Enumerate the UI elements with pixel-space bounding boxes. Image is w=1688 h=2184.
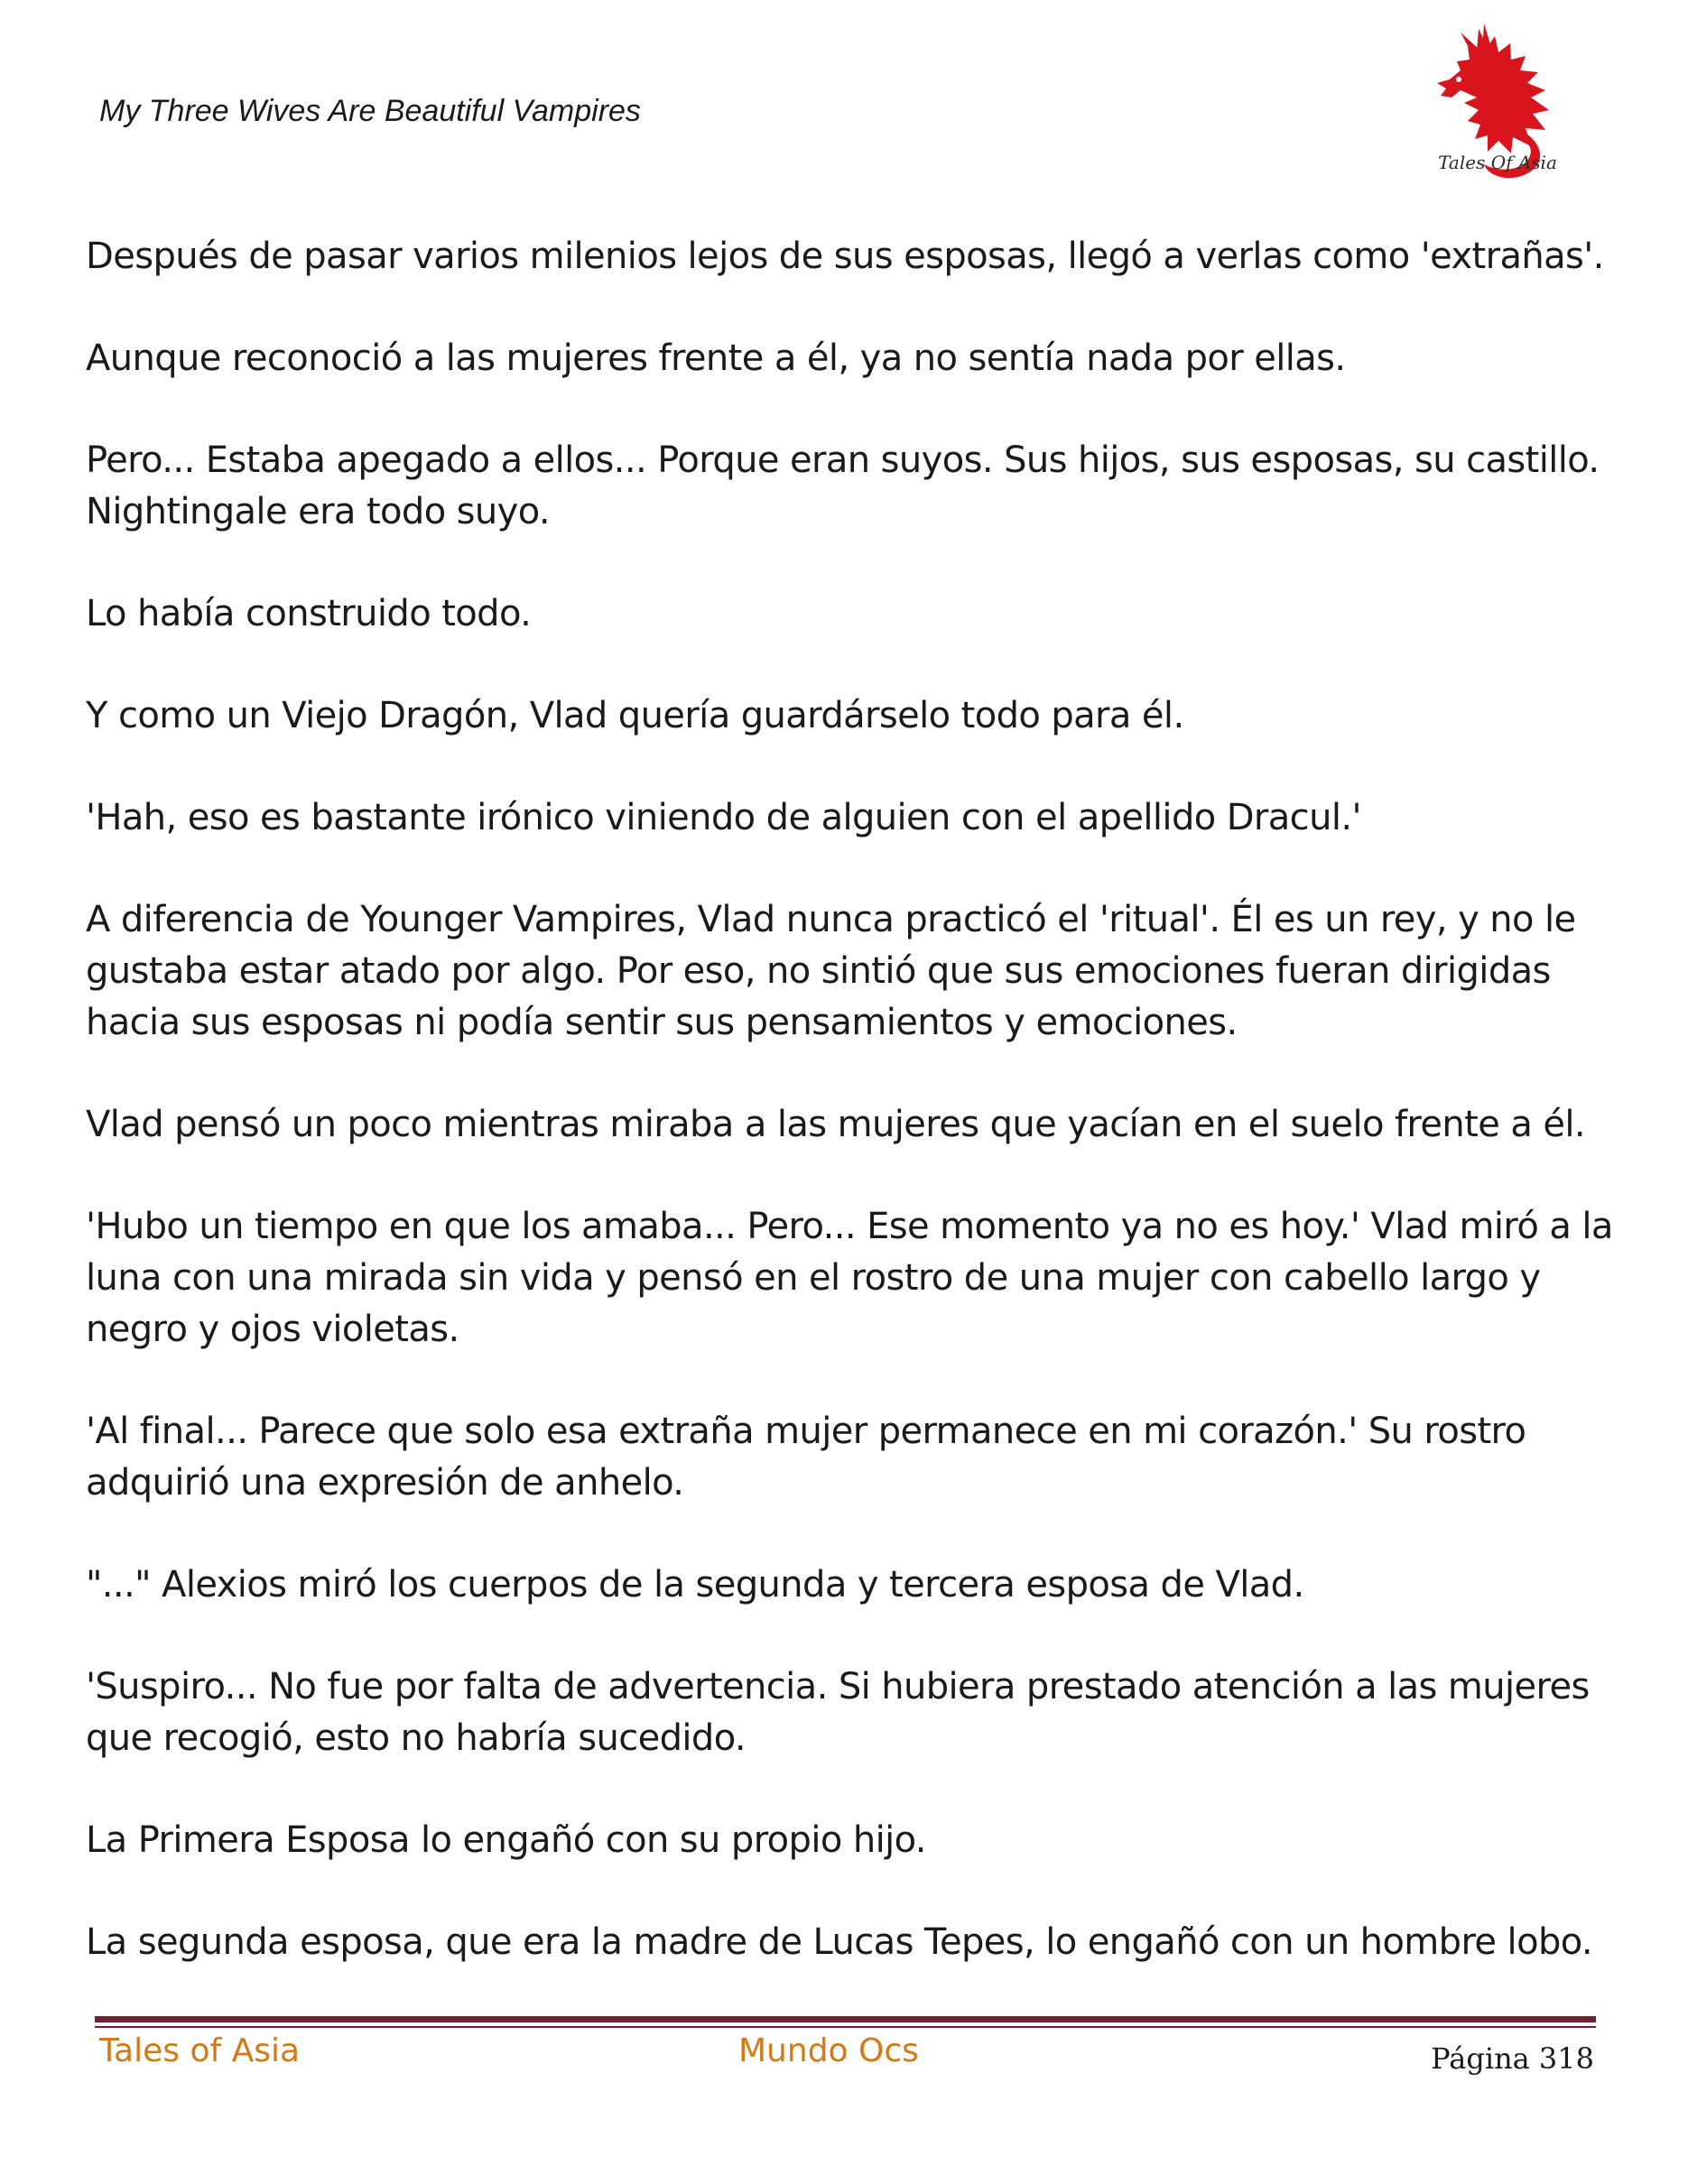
page-number: Página 318 [1431,2041,1594,2076]
paragraph: La segunda esposa, que era la madre de Lucas Tepes, lo engañó con un hombre lobo. [86,1921,1593,1963]
logo-text: Tales Of Asia [1438,152,1557,173]
page-body [86,231,1620,2019]
paragraph: Y como un Viejo Dragón, Vlad quería guardárselo todo para él. [86,695,1184,736]
paragraph: A diferencia de Younger Vampires, Vlad nunca practicó el 'ritual'. Él es un rey, y no le gustaba estar atado por algo. Por eso, no sintió que sus emociones fueran dirigidas hacia sus esposas ni podía sentir sus pensamientos y emociones. [86,899,1576,1043]
paragraph: 'Hah, eso es bastante irónico viniendo de alguien con el apellido Dracul.' [86,797,1361,838]
paragraph: 'Hubo un tiempo en que los amaba... Pero... Ese momento ya no es hoy.' Vlad miró a la luna con una mirada sin vida y pensó en el rostro de una mujer con cabello largo y negro y ojos violetas. [86,1206,1613,1350]
footer-divider-thin [95,2026,1596,2028]
paragraph: 'Suspiro... No fue por falta de advertencia. Si hubiera prestado atención a las mujeres que recogió, esto no habría sucedido. [86,1666,1590,1759]
document-title: My Three Wives Are Beautiful Vampires [99,94,641,128]
paragraph: Lo había construido todo. [86,593,532,634]
footer-divider-thick [95,2016,1596,2022]
paragraph: La Primera Esposa lo engañó con su propio hijo. [86,1819,926,1861]
paragraph: 'Al final... Parece que solo esa extraña mujer permanece en mi corazón.' Su rostro adquirió una expresión de anhelo. [86,1411,1526,1504]
paragraph: Después de pasar varios milenios lejos de sus esposas, llegó a verlas como 'extrañas'. [86,236,1604,277]
paragraph: Pero... Estaba apegado a ellos... Porque eran suyos. Sus hijos, sus esposas, su castillo. Nightingale era todo suyo. [86,440,1600,532]
paragraph: "..." Alexios miró los cuerpos de la segunda y tercera esposa de Vlad. [86,1564,1304,1606]
paragraph: Vlad pensó un poco mientras miraba a las mujeres que yacían en el suelo frente a él. [86,1104,1586,1145]
footer-publisher: Tales of Asia [99,2032,301,2069]
footer-site: Mundo Ocs [738,2032,919,2069]
paragraph: Aunque reconoció a las mujeres frente a él, ya no sentía nada por ellas. [86,338,1346,379]
